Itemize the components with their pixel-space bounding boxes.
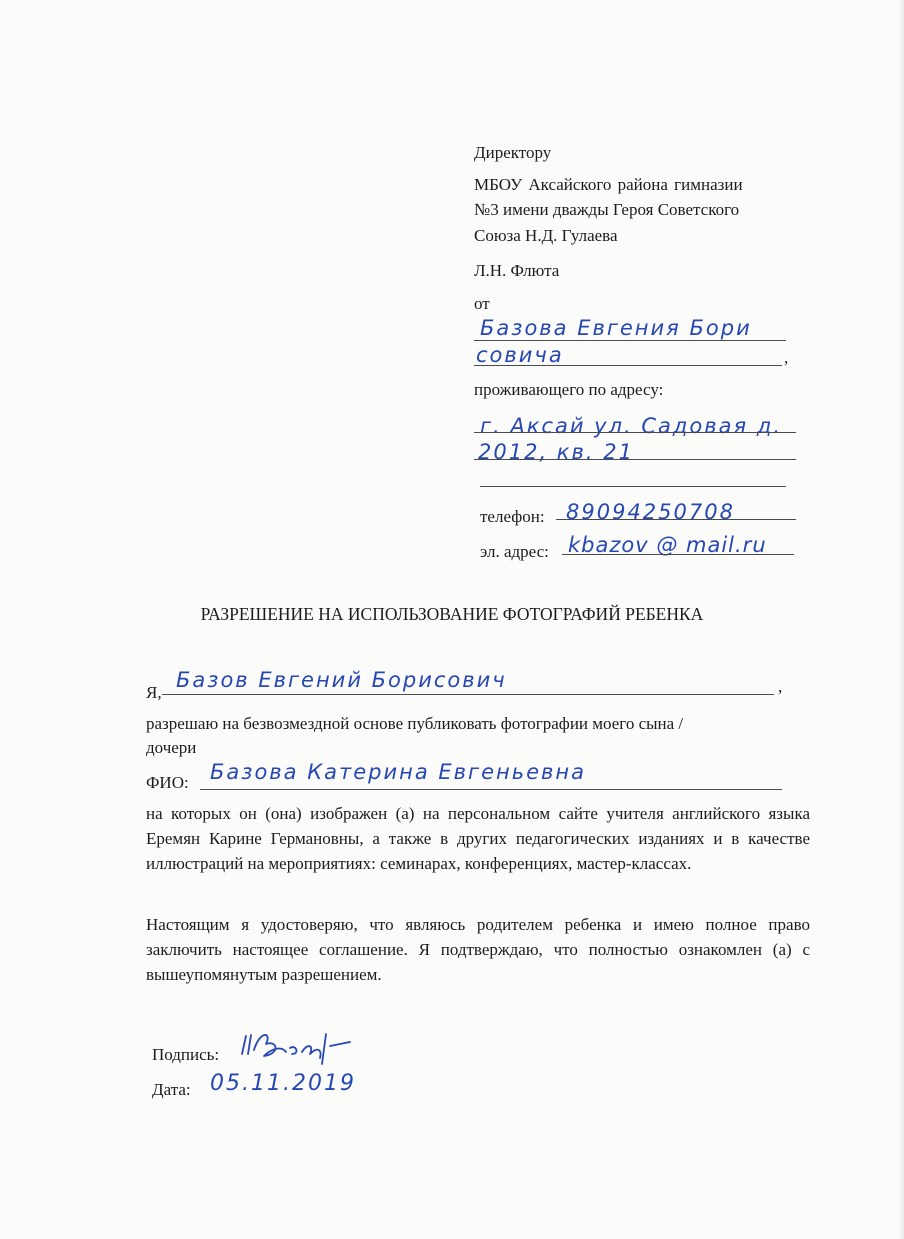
email-underline — [562, 554, 794, 555]
director-name: Л.Н. Флюта — [474, 261, 560, 280]
from-label: от — [474, 294, 490, 313]
child-name-underline — [200, 789, 782, 790]
paragraph-photo-usage: на которых он (она) изображен (а) на персональном сайте учителя английского языка Еремян Карине Германовны, а также в других педагогических изданиях и в качестве иллюстраций на мероприятиях: семинарах, конференциях, мастер-классах. — [146, 804, 810, 873]
school-name-line2: №3 имени дважды Героя Советского — [474, 200, 740, 219]
address-underline1 — [474, 432, 796, 433]
phone-label: телефон: — [480, 507, 545, 526]
parent-name-underline — [162, 694, 774, 695]
email-label: эл. адрес: — [480, 542, 549, 561]
from-name-comma: , — [784, 348, 789, 367]
scan-edge-shadow — [898, 0, 904, 1239]
address-underline3 — [480, 486, 786, 487]
parent-name-comma: , — [778, 677, 783, 696]
permission-line2: дочери — [146, 738, 197, 757]
from-name-line1: Базова Евгения Бори — [480, 316, 752, 340]
from-name-line2: совича — [476, 343, 564, 367]
date-label: Дата: — [152, 1080, 191, 1099]
permission-line1: разрешаю на безвозмездной основе публиковать фотографии моего сына / — [146, 714, 684, 733]
phone-underline — [556, 519, 796, 520]
address-underline2 — [474, 459, 796, 460]
from-name-underline2 — [474, 365, 782, 366]
school-name-line1: МБОУ Аксайского района гимназии — [474, 175, 743, 194]
email-value: kbazov @ mail.ru — [568, 533, 767, 557]
fio-label: ФИО: — [146, 773, 189, 792]
child-name: Базова Катерина Евгеньевна — [210, 760, 586, 784]
address-line1: г. Аксай ул. Садовая д. — [480, 414, 783, 438]
paragraph-confirmation: Настоящим я удостоверяю, что являюсь родителем ребенка и имею полное право заключить настоящее соглашение. Я подтверждаю, что полностью ознакомлен (а) с вышеупомянутым разрешением. — [146, 915, 810, 984]
parent-name: Базов Евгений Борисович — [176, 668, 507, 692]
address-line2: 2012, кв. 21 — [478, 440, 634, 464]
from-name-underline1 — [474, 340, 786, 341]
addressee-title: Директору — [474, 143, 552, 162]
phone-value: 89094250708 — [566, 500, 735, 524]
address-label: проживающего по адресу: — [474, 380, 664, 399]
school-name-line3: Союза Н.Д. Гулаева — [474, 226, 618, 245]
document-title: РАЗРЕШЕНИЕ НА ИСПОЛЬЗОВАНИЕ ФОТОГРАФИЙ РЕБЕНКА — [200, 604, 704, 624]
date-value: 05.11.2019 — [210, 1071, 356, 1096]
signature-drawing — [238, 1024, 358, 1072]
signature-label: Подпись: — [152, 1045, 220, 1064]
i-label: Я, — [146, 683, 162, 702]
